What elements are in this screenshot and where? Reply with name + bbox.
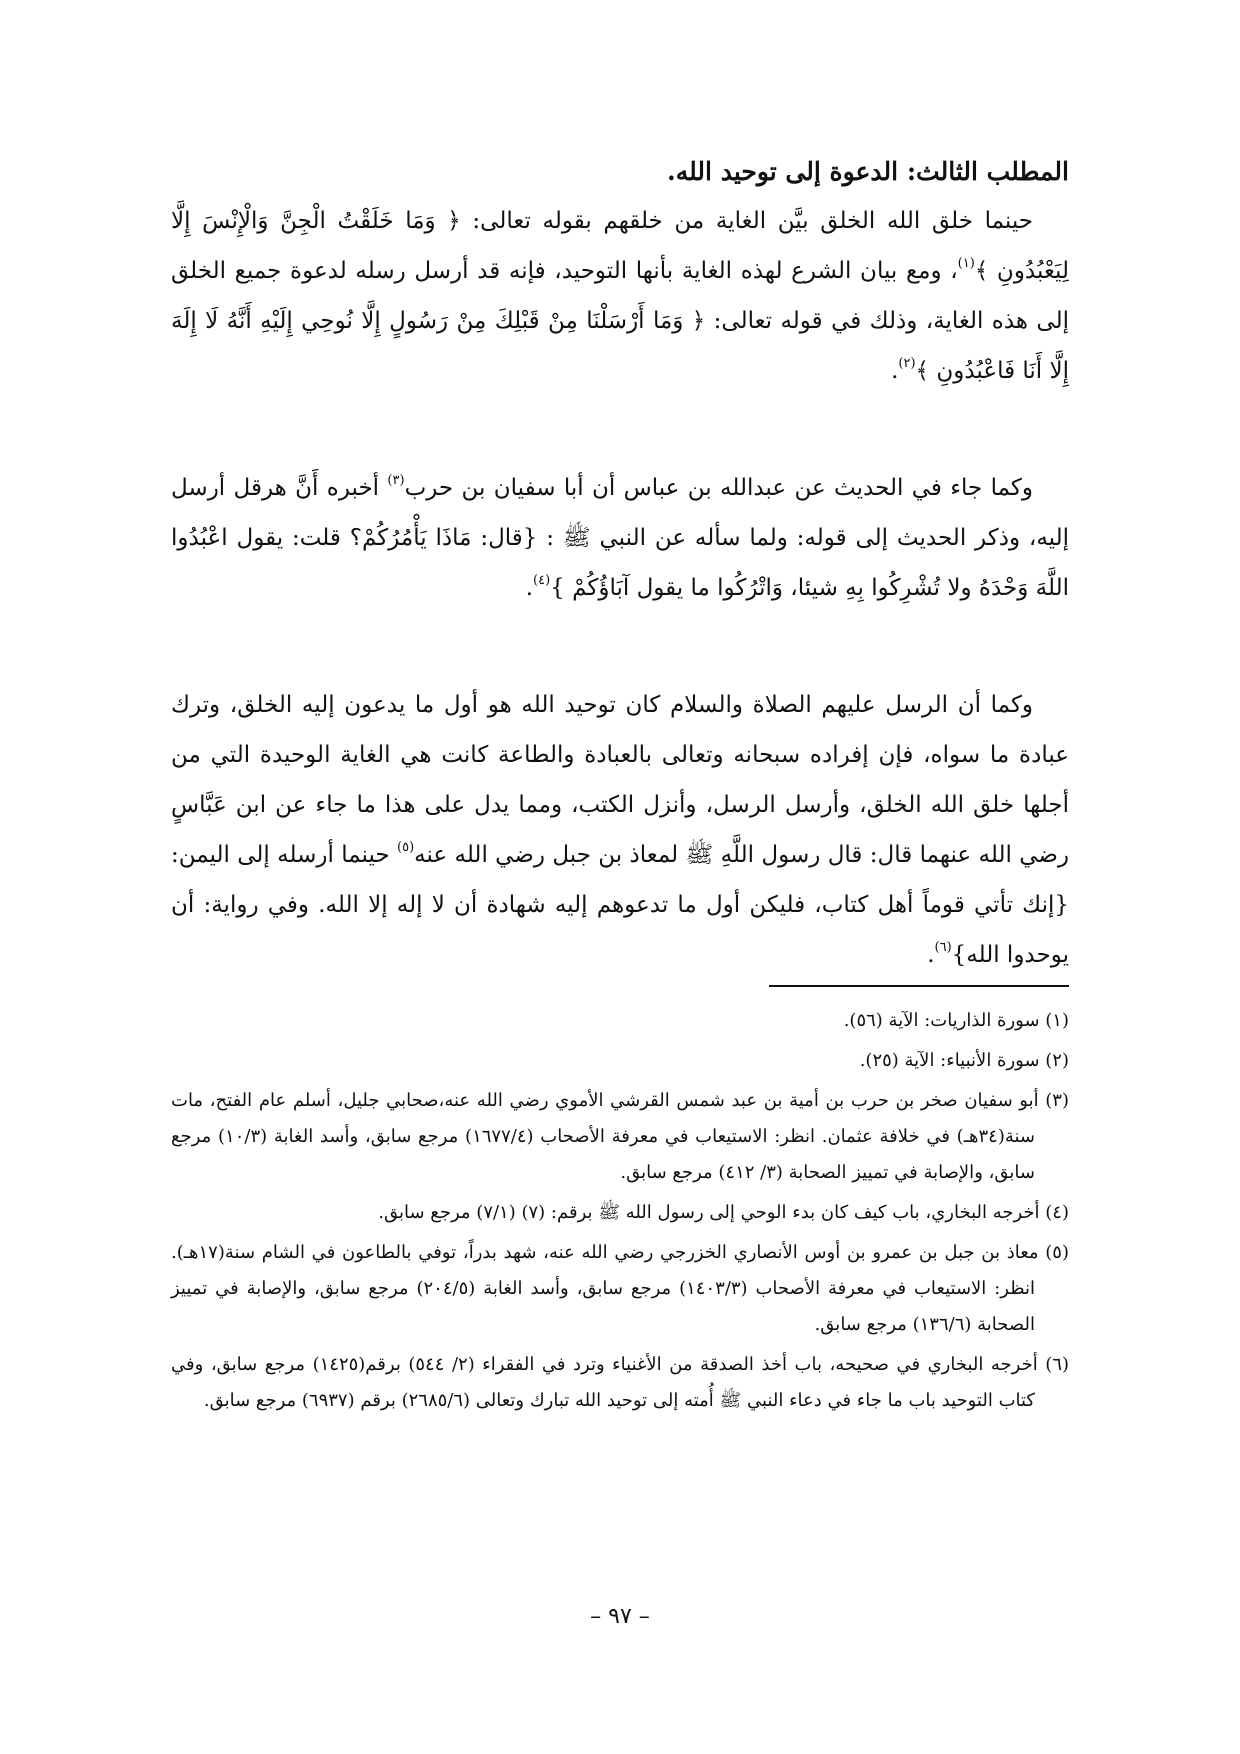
- paragraph-2-text-c: .: [525, 575, 534, 601]
- footnote-6: (٦) أخرجه البخاري في صحيحه، باب أخذ الصدقة من الأغنياء وترد في الفقراء (٢/ ٥٤٤) برقم(١٤٢٥) مرجع سابق، وفي كتاب التوحيد باب ما جاء في دعاء النبي ﷺ أُمته إلى توحيد الله تبارك وتعالى (٢٦٨٥/٦) برقم (٦٩٣٧) مرجع سابق.: [171, 1354, 1070, 1411]
- footnote-1: (١) سورة الذاريات: الآية (٥٦).: [843, 1010, 1069, 1031]
- footnote-ref-4[interactable]: (٤): [533, 573, 551, 589]
- paragraph-1: [171, 196, 1069, 396]
- page-number: – ٩٧ –: [590, 1604, 650, 1629]
- footnote-4: (٤) أخرجه البخاري، باب كيف كان بدء الوحي إلى رسول الله ﷺ برقم: (٧) (٧/١) مرجع سابق.: [378, 1202, 1069, 1223]
- footnote-ref-6[interactable]: (٦): [934, 940, 952, 956]
- footnote-ref-1[interactable]: (١): [957, 256, 975, 272]
- paragraph-2: [171, 463, 1069, 613]
- footnote-5: (٥) معاذ بن جبل بن عمرو بن أوس الأنصاري الخزرجي رضي الله عنه، شهد بدراً، توفي بالطاعون في الشام سنة(١٧هـ). انظر: الاستيعاب في معرفة الأصحاب (١٤٠٣/٣) مرجع سابق، وأسد الغابة (٢٠٤/٥) مرجع سابق، والإصابة في تمييز الصحابة (١٣٦/٦) مرجع سابق.: [171, 1242, 1069, 1335]
- paragraph-1-text-c: .: [891, 358, 899, 384]
- paragraph-3-text-b: حينما أرسله إلى اليمن: {إنك تأتي قوماً أهل كتاب، فليكن أول ما تدعوهم إليه شهادة أن لا إله إلا الله. وفي رواية: أن يوحدوا الله}: [171, 842, 1069, 968]
- footnote-ref-5[interactable]: (٥): [397, 840, 415, 856]
- paragraph-3-text-a: وكما أن الرسل عليهم الصلاة والسلام كان توحيد الله هو أول ما يدعون إليه الخلق، وترك عبادة ما سواه، فإن إفراده سبحانه وتعالى بالعبادة والطاعة كانت هي الغاية الوحيدة التي من أجلها خلق الله الخلق، وأرسل الرسل، وأنزل الكتب، ومما يدل على هذا ما جاء عن ابن عَبَّاسٍ رضي الله عنهما قال: قال رسول اللَّهِ ﷺ لمعاذ بن جبل رضي الله عنه: [171, 692, 1069, 868]
- footnote-3: (٣) أبو سفيان صخر بن حرب بن أمية بن عبد شمس القرشي الأموي رضي الله عنه،صحابي جليل، أسلم عام الفتح، مات سنة(٣٤هـ) في خلافة عثمان. انظر: الاستيعاب في معرفة الأصحاب (١٦٧٧/٤) مرجع سابق، وأسد الغابة (١٠/٣) مرجع سابق، والإصابة في تمييز الصحابة (٣/ ٤١٢) مرجع سابق.: [171, 1090, 1069, 1183]
- footnotes: [171, 1003, 1069, 1423]
- paragraph-1-text-a: حينما خلق الله الخلق بيَّن الغاية من خلقهم بقوله تعالى: ﴿ وَمَا خَلَقْتُ الْجِنَّ وَالْإِنْسَ إِلَّا لِيَعْبُدُونِ ﴾: [171, 208, 1069, 284]
- section-heading: المطلب الثالث: الدعوة إلى توحيد الله.: [667, 157, 1069, 186]
- footnote-ref-2[interactable]: (٢): [898, 356, 916, 372]
- paragraph-2-text-a: وكما جاء في الحديث عن عبدالله بن عباس أن أبا سفيان بن حرب: [404, 475, 1033, 501]
- footnote-separator: [769, 985, 1069, 987]
- paragraph-2-text-b: أخبره أَنَّ هرقل أرسل إليه، وذكر الحديث إلى قوله: ولما سأله عن النبي ﷺ : {قال: مَاذَا يَأْمُرُكُمْ؟ قلت: يقول اعْبُدُوا اللَّهَ وَحْدَهُ ولا تُشْرِكُوا بِهِ شيئا، وَاتْرُكُوا ما يقول آبَاؤُكُمْ }: [171, 475, 1069, 601]
- footnote-ref-3[interactable]: (٣): [387, 473, 405, 489]
- paragraph-1-text-b: ، ومع بيان الشرع لهذه الغاية بأنها التوحيد، فإنه قد أرسل رسله لدعوة جميع الخلق إلى هذه الغاية، وذلك في قوله تعالى: ﴿ وَمَا أَرْسَلْنَا مِنْ قَبْلِكَ مِنْ رَسُولٍ إِلَّا نُوحِي إِلَيْهِ أَنَّهُ لَا إِلَهَ إِلَّا أَنَا فَاعْبُدُونِ ﴾: [171, 258, 1069, 384]
- footnote-2: (٢) سورة الأنبياء: الآية (٢٥).: [859, 1050, 1069, 1071]
- paragraph-3: [171, 680, 1069, 980]
- paragraph-3-text-c: .: [927, 942, 935, 968]
